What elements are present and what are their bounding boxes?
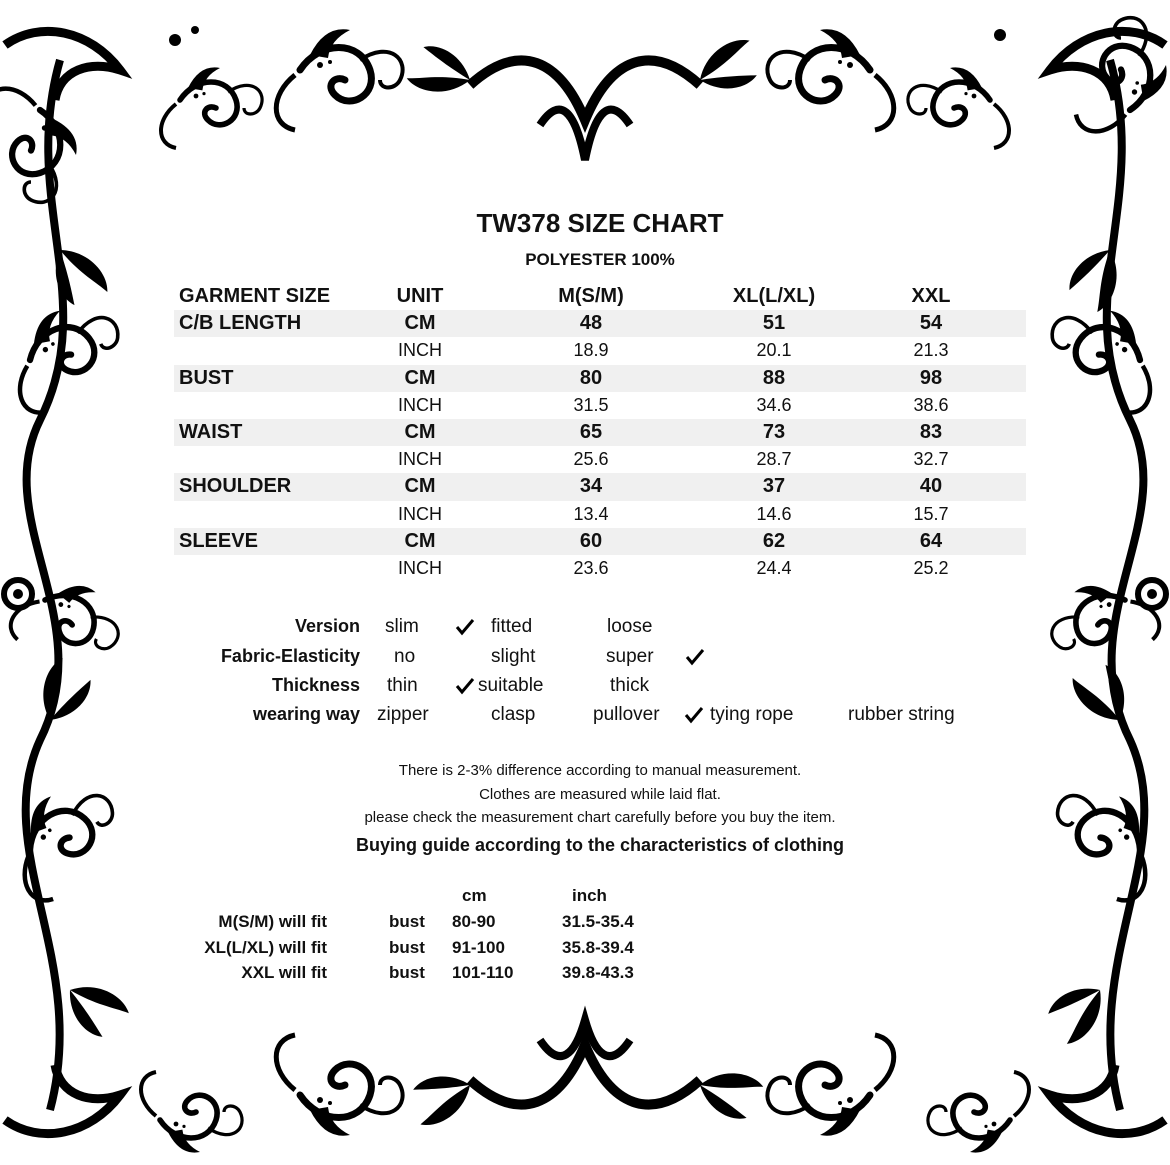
value-cell: 83 <box>919 420 943 443</box>
guide-size-label: M(S/M) will fit <box>218 912 327 931</box>
attr-option: tying rope <box>710 704 794 725</box>
attr-option: slight <box>491 646 536 667</box>
chart-title: TW378 SIZE CHART <box>476 208 724 238</box>
value-cell: 15.7 <box>913 503 949 524</box>
table-row <box>174 310 1026 337</box>
value-cell: 88 <box>762 366 786 389</box>
measure-label: BUST <box>179 366 234 389</box>
attr-option: clasp <box>491 704 536 725</box>
table-row <box>174 365 1026 392</box>
unit-cell: INCH <box>398 557 442 578</box>
right-ornament <box>1033 18 1170 1110</box>
unit-cell: CM <box>404 420 436 443</box>
value-cell: 37 <box>762 475 786 498</box>
value-cell: 20.1 <box>756 340 792 361</box>
measure-label: SHOULDER <box>179 475 292 498</box>
guide-part: bust <box>389 963 425 982</box>
attr-option: fitted <box>491 616 533 637</box>
attr-option: super <box>606 646 654 667</box>
attr-label-thickness: Thickness <box>271 675 360 695</box>
table-row <box>174 337 1026 364</box>
value-cell: 40 <box>919 475 943 498</box>
unit-cell: CM <box>404 475 436 498</box>
note-line: Clothes are measured while laid flat. <box>479 786 721 803</box>
unit-cell: CM <box>404 529 436 552</box>
attr-label-version: Version <box>294 616 360 636</box>
unit-cell: CM <box>404 312 436 335</box>
header-unit: UNIT <box>396 285 444 307</box>
attr-option: rubber string <box>848 704 955 725</box>
note-line: please check the measurement chart carefully before you buy the item. <box>364 809 836 826</box>
unit-cell: INCH <box>398 394 442 415</box>
attr-label-fabric-elasticity: Fabric-Elasticity <box>220 646 360 666</box>
table-row <box>174 446 1026 473</box>
value-cell: 32.7 <box>913 449 949 470</box>
unit-cell: INCH <box>398 340 442 361</box>
guide-inch-range: 31.5-35.4 <box>562 912 634 931</box>
table-row <box>174 555 1026 582</box>
attr-option: slim <box>385 616 419 637</box>
checkmark-icon <box>685 648 705 666</box>
header-size-xl: XL(L/XL) <box>732 285 816 307</box>
value-cell: 25.2 <box>913 557 949 578</box>
size-table <box>174 283 1026 582</box>
attr-option: suitable <box>478 675 544 696</box>
fabric-composition: POLYESTER 100% <box>525 250 675 269</box>
attr-option: no <box>394 646 416 667</box>
guide-size-label: XXL will fit <box>241 963 327 982</box>
value-cell: 14.6 <box>756 503 792 524</box>
table-row <box>174 419 1026 446</box>
measure-label: C/B LENGTH <box>179 312 302 335</box>
attr-option: loose <box>607 616 653 637</box>
value-cell: 60 <box>579 529 603 552</box>
value-cell: 31.5 <box>573 394 609 415</box>
attr-option: thick <box>610 675 650 696</box>
guide-col-cm: cm <box>462 886 487 905</box>
value-cell: 73 <box>762 420 786 443</box>
checkmark-icon <box>455 618 475 636</box>
table-row <box>174 501 1026 528</box>
guide-size-label: XL(L/XL) will fit <box>204 938 327 957</box>
value-cell: 23.6 <box>573 557 609 578</box>
bottom-ornament <box>141 1020 1029 1153</box>
header-size-m: M(S/M) <box>558 285 624 307</box>
value-cell: 48 <box>579 312 603 335</box>
value-cell: 62 <box>762 529 786 552</box>
guide-part: bust <box>389 912 425 931</box>
value-cell: 51 <box>762 312 786 335</box>
guide-col-inch: inch <box>572 886 607 905</box>
value-cell: 64 <box>919 529 943 552</box>
checkmark-icon <box>684 706 704 724</box>
value-cell: 34.6 <box>756 394 792 415</box>
table-row <box>174 473 1026 500</box>
value-cell: 18.9 <box>573 340 609 361</box>
guide-cm-range: 101-110 <box>452 963 514 982</box>
unit-cell: INCH <box>398 449 442 470</box>
value-cell: 25.6 <box>573 449 609 470</box>
table-row <box>174 528 1026 555</box>
value-cell: 54 <box>919 312 943 335</box>
unit-cell: INCH <box>398 503 442 524</box>
value-cell: 24.4 <box>756 557 792 578</box>
header-size-xxl: XXL <box>911 285 951 307</box>
buying-guide-title: Buying guide according to the characteristics of clothing <box>355 835 845 855</box>
attr-option: zipper <box>377 704 429 725</box>
attr-label-wearing-way: wearing way <box>252 704 360 724</box>
table-row <box>174 392 1026 419</box>
guide-inch-range: 39.8-43.3 <box>562 963 634 982</box>
note-line: There is 2-3% difference according to manual measurement. <box>398 762 802 779</box>
table-header-row <box>174 283 1026 310</box>
attr-option: pullover <box>593 704 660 725</box>
top-ornament <box>161 26 1009 160</box>
garment-attributes <box>0 614 1170 744</box>
guide-cm-range: 91-100 <box>452 938 505 957</box>
value-cell: 98 <box>919 366 943 389</box>
header-garment-size: GARMENT SIZE <box>179 285 331 307</box>
value-cell: 34 <box>579 475 603 498</box>
value-cell: 38.6 <box>913 394 949 415</box>
value-cell: 13.4 <box>573 503 609 524</box>
guide-part: bust <box>389 938 425 957</box>
value-cell: 80 <box>579 366 603 389</box>
guide-cm-range: 80-90 <box>452 912 496 931</box>
attr-option: thin <box>387 675 418 696</box>
guide-inch-range: 35.8-39.4 <box>562 938 634 957</box>
value-cell: 28.7 <box>756 449 792 470</box>
unit-cell: CM <box>404 366 436 389</box>
value-cell: 65 <box>579 420 603 443</box>
checkmark-icon <box>455 677 475 695</box>
measure-label: SLEEVE <box>179 529 258 552</box>
measure-label: WAIST <box>179 420 243 443</box>
value-cell: 21.3 <box>913 340 949 361</box>
